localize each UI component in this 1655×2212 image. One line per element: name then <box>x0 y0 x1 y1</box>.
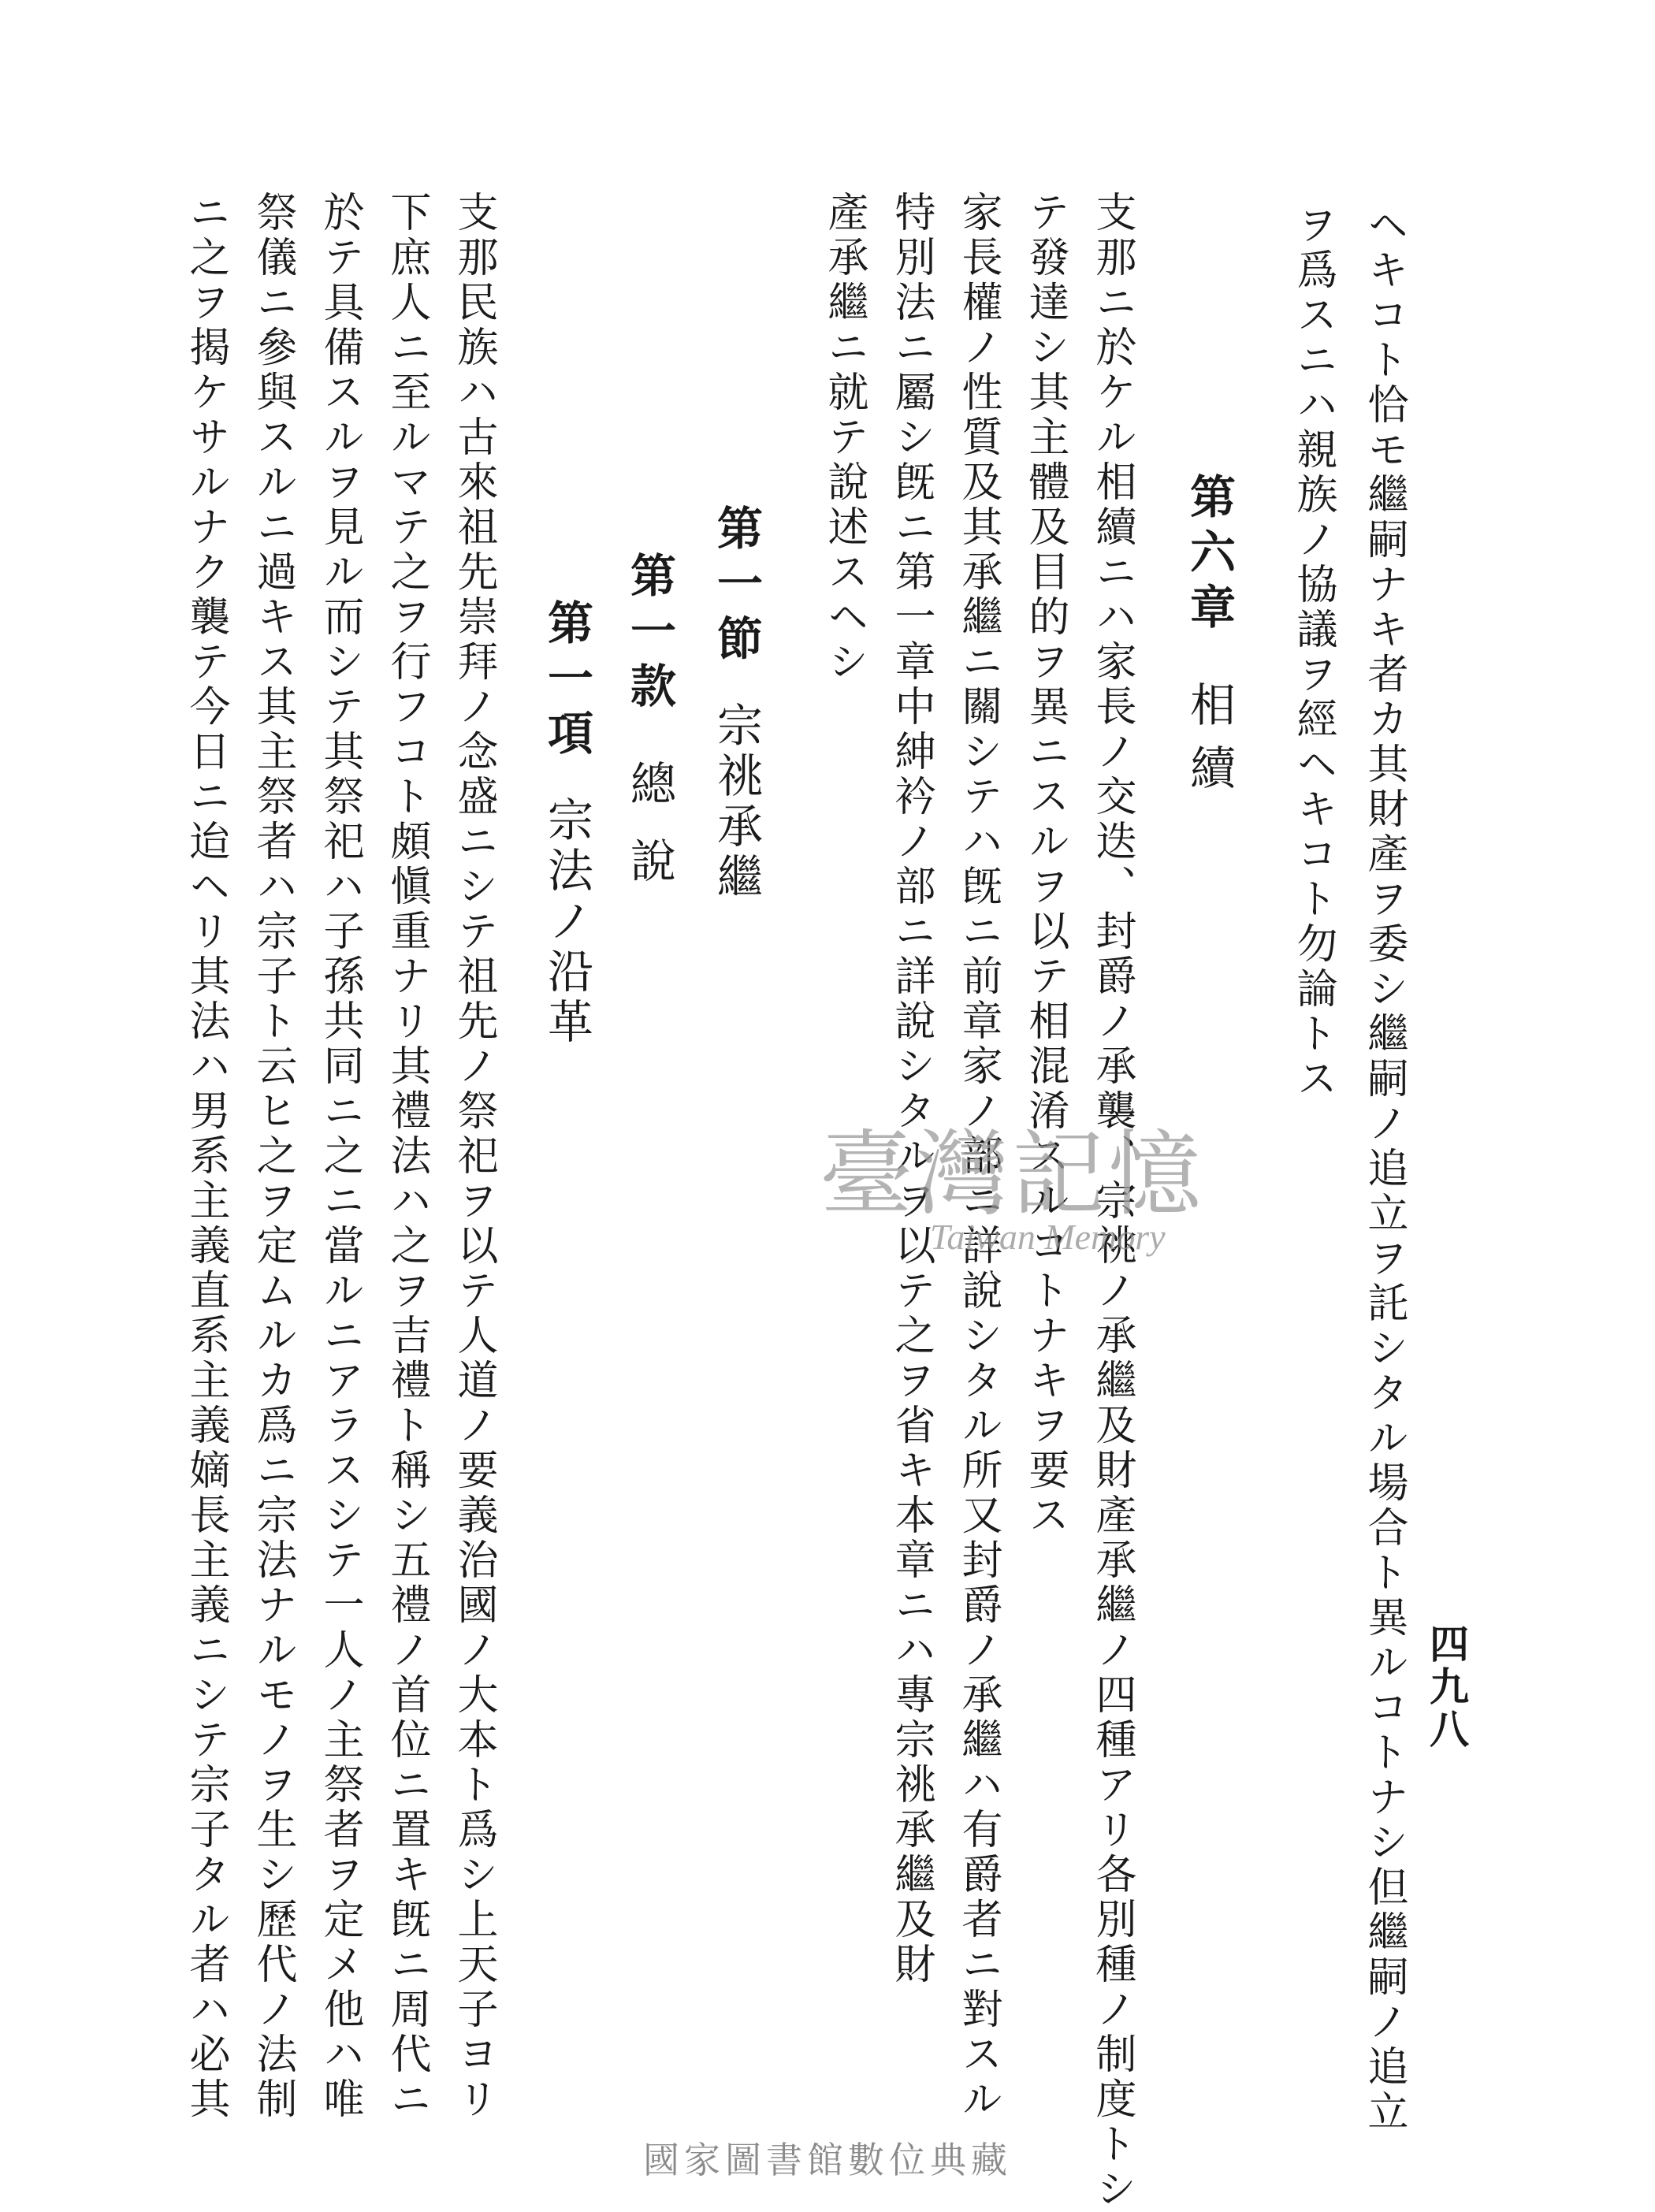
section-title: 宗祧承繼 <box>709 701 763 903</box>
text-column: ヲ爲スニハ親族ノ協議ヲ經ヘキコト勿論トス <box>1289 203 1337 1102</box>
article-number: 第一款 <box>623 552 676 717</box>
text-column: 支那ニ於ケル相續ニハ家長ノ交迭、封爵ノ承襲、宗祧ノ承繼及財產承繼ノ四種アリ各別種ノ制度トシ <box>1088 191 1136 2212</box>
text-column: テ發達シ其主體及目的ヲ異ニスルヲ以テ相混淆スルコトナキヲ要ス <box>1021 191 1069 1538</box>
item-number: 第一項 <box>540 599 593 764</box>
text-column: 支那民族ハ古來祖先崇拜ノ念盛ニシテ祖先ノ祭祀ヲ以テ人道ノ要義治國ノ大本ト爲シ上天子ヨリ <box>450 191 497 2122</box>
chapter-title: 相續 <box>1182 681 1236 807</box>
item-title: 宗法ノ沿革 <box>540 796 593 1048</box>
text-column: 特別法ニ屬シ旣ニ第一章中紳衿ノ部ニ詳說シタルヲ以テ之ヲ省キ本章ニハ專宗祧承繼及財 <box>887 191 935 1987</box>
watermark-chinese: 臺灣記憶 <box>820 1120 1205 1229</box>
footer-collection-label: 國家圖書館數位典藏 <box>643 2139 1012 2181</box>
section-heading <box>709 504 763 903</box>
page-number: 四九八 <box>1423 1623 1470 1751</box>
text-column: ヘキコト恰モ繼嗣ナキ者カ其財產ヲ委シ繼嗣ノ追立ヲ託シタル場合ト異ルコトナシ但繼嗣ノ追立 <box>1360 203 1408 2135</box>
text-column: 家長權ノ性質及其承繼ニ關シテハ旣ニ前章家ノ部ニ詳說シタル所又封爵ノ承繼ハ有爵者ニ對スル <box>954 191 1002 2122</box>
item-heading <box>540 599 593 1048</box>
text-column: ニ之ヲ揭ケサルナク襲テ今日ニ迨ヘリ其法ハ男系主義直系主義嫡長主義ニシテ宗子タル者ハ必其 <box>182 191 229 2122</box>
text-column: 產承繼ニ就テ說述スヘシ <box>820 191 868 685</box>
text-column: 於テ具備スルヲ見ル而シテ其祭祀ハ子孫共同ニ之ニ當ルニアラスシテ一人ノ主祭者ヲ定メ他ハ唯 <box>316 191 363 2122</box>
watermark <box>820 1099 1308 1288</box>
text-column: 祭儀ニ參與スルニ過キス其主祭者ハ宗子ト云ヒ之ヲ定ムルカ爲ニ宗法ナルモノヲ生シ歷代ノ法制 <box>249 191 296 2122</box>
article-title: 總說 <box>623 760 676 914</box>
watermark-english: Taiwan Memory <box>930 1217 1166 1257</box>
section-number: 第一節 <box>709 504 763 670</box>
chapter-heading <box>1182 473 1236 807</box>
chapter-number: 第六章 <box>1182 473 1236 638</box>
article-heading <box>623 552 676 914</box>
text-column: 下庶人ニ至ルマテ之ヲ行フコト頗愼重ナリ其禮法ハ之ヲ吉禮ト稱シ五禮ノ首位ニ置キ旣ニ周代ニ <box>383 191 430 2122</box>
